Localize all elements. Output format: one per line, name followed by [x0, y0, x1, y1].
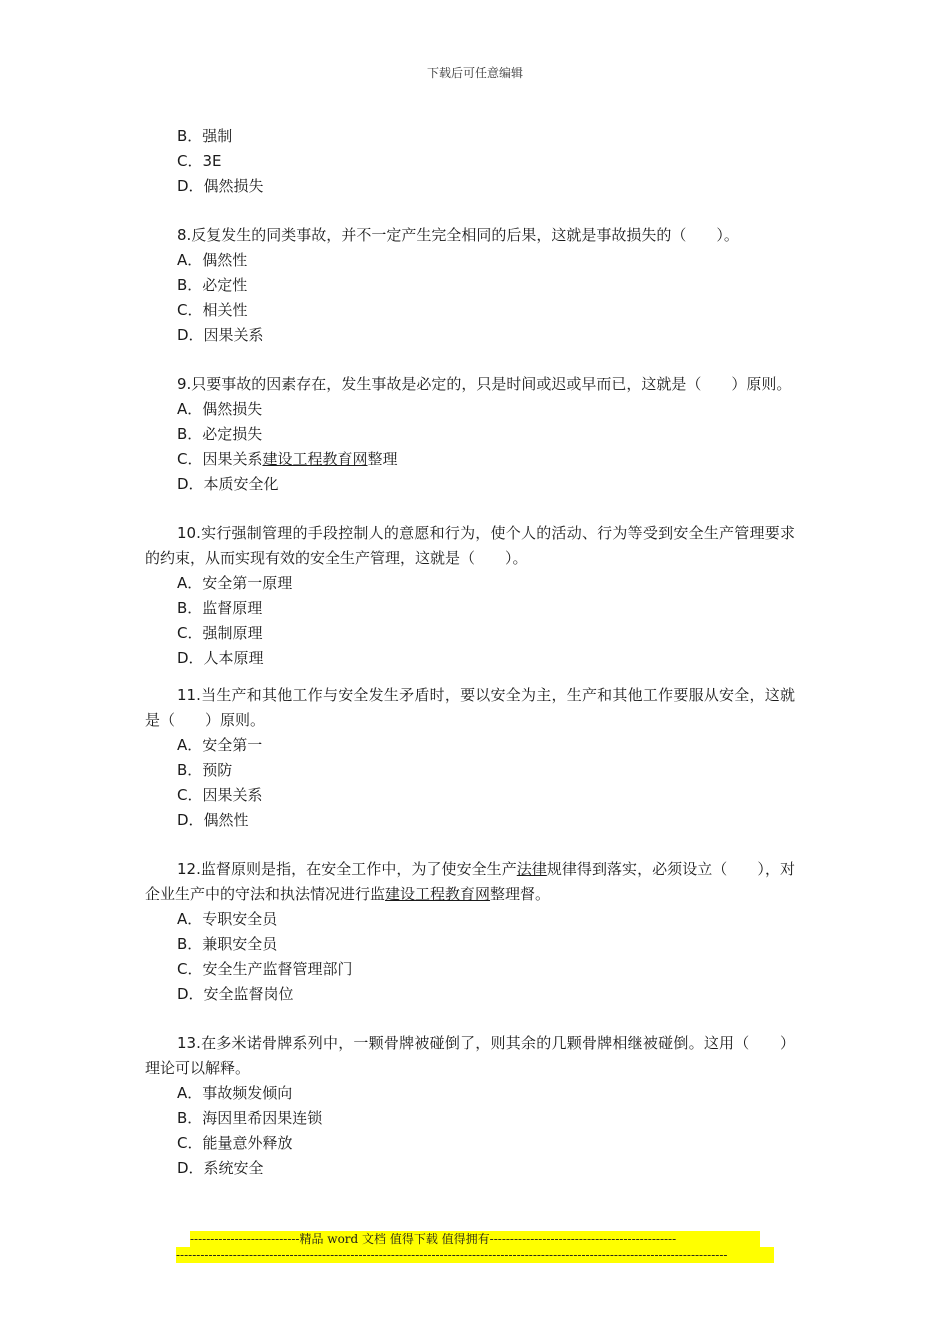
q9-option-c-suffix: 整理: [367, 450, 398, 468]
q12-edu-link[interactable]: 建设工程教育网: [385, 885, 491, 903]
q12-text-3: 整理督。: [490, 885, 551, 903]
q9-option-c: [145, 447, 795, 472]
q12-text-2: 规律得到落实，必须设立（ ），对企业生产中的守法和执法情况进行监: [145, 860, 795, 903]
q12-text-1: 12.监督原则是指，在安全工作中，为了使安全生产: [177, 860, 517, 878]
q13-option-b: B．海因里希因果连锁: [177, 1109, 323, 1127]
q8-option-a: A．偶然性: [177, 251, 248, 269]
question-12: [145, 857, 795, 907]
q9-option-b: B．必定损失: [177, 425, 263, 443]
question-13: 13.在多米诺骨牌系列中，一颗骨牌被碰倒了，则其余的几颗骨牌相继被碰倒。这用（ ）理论可以解释。: [145, 1034, 795, 1077]
question-9: 9.只要事故的因素存在，发生事故是必定的，只是时间或迟或早而已，这就是（ ）原则。: [177, 375, 792, 393]
q12-option-c: C．安全生产监督管理部门: [177, 960, 353, 978]
q11-option-b: B．预防: [177, 761, 233, 779]
q7-option-b: B．强制: [177, 127, 233, 145]
q11-option-d: D．偶然性: [177, 811, 249, 829]
q10-option-d: D．人本原理: [177, 649, 264, 667]
footer-banner-line: ---------------------------精品 word 文档 值得下载 值得拥有----------------------------------------------: [190, 1231, 760, 1247]
q8-option-b: B．必定性: [177, 276, 248, 294]
q12-option-a: A．专职安全员: [177, 910, 278, 928]
question-10: 10.实行强制管理的手段控制人的意愿和行为，使个人的活动、行为等受到安全生产管理要求的约束，从而实现有效的安全生产管理，这就是（ ）。: [145, 524, 795, 567]
q9-option-c-text: C．因果关系: [177, 450, 263, 468]
q7-option-c: C．3E: [177, 152, 222, 170]
q12-law-link[interactable]: 法律: [516, 860, 547, 878]
q10-option-b: B．监督原理: [177, 599, 263, 617]
q12-option-b: B．兼职安全员: [177, 935, 278, 953]
q11-option-c: C．因果关系: [177, 786, 263, 804]
page-footer: [176, 1231, 774, 1263]
q9-option-a: A．偶然损失: [177, 400, 263, 418]
q9-option-c-link[interactable]: 建设工程教育网: [262, 450, 368, 468]
q12-option-d: D．安全监督岗位: [177, 985, 294, 1003]
q7-option-d: D．偶然损失: [177, 177, 264, 195]
q13-option-a: A．事故频发倾向: [177, 1084, 293, 1102]
q13-option-d: D．系统安全: [177, 1159, 264, 1177]
q10-option-a: A．安全第一原理: [177, 574, 293, 592]
q10-option-c: C．强制原理: [177, 624, 263, 642]
q9-option-d: D．本质安全化: [177, 475, 279, 493]
question-11: 11.当生产和其他工作与安全发生矛盾时，要以安全为主，生产和其他工作要服从安全，这就是（ ）原则。: [145, 686, 795, 729]
q8-option-d: D．因果关系: [177, 326, 264, 344]
q13-option-c: C．能量意外释放: [177, 1134, 293, 1152]
page-header: 下载后可任意编辑: [426, 66, 523, 80]
document-body: [145, 124, 795, 1181]
q8-option-c: C．相关性: [177, 301, 248, 319]
footer-dash-line: ----------------------------------------------------------------------------------------------------------------------------------------: [176, 1247, 774, 1263]
question-8: 8.反复发生的同类事故，并不一定产生完全相同的后果，这就是事故损失的（ ）。: [177, 226, 739, 244]
q11-option-a: A．安全第一: [177, 736, 263, 754]
